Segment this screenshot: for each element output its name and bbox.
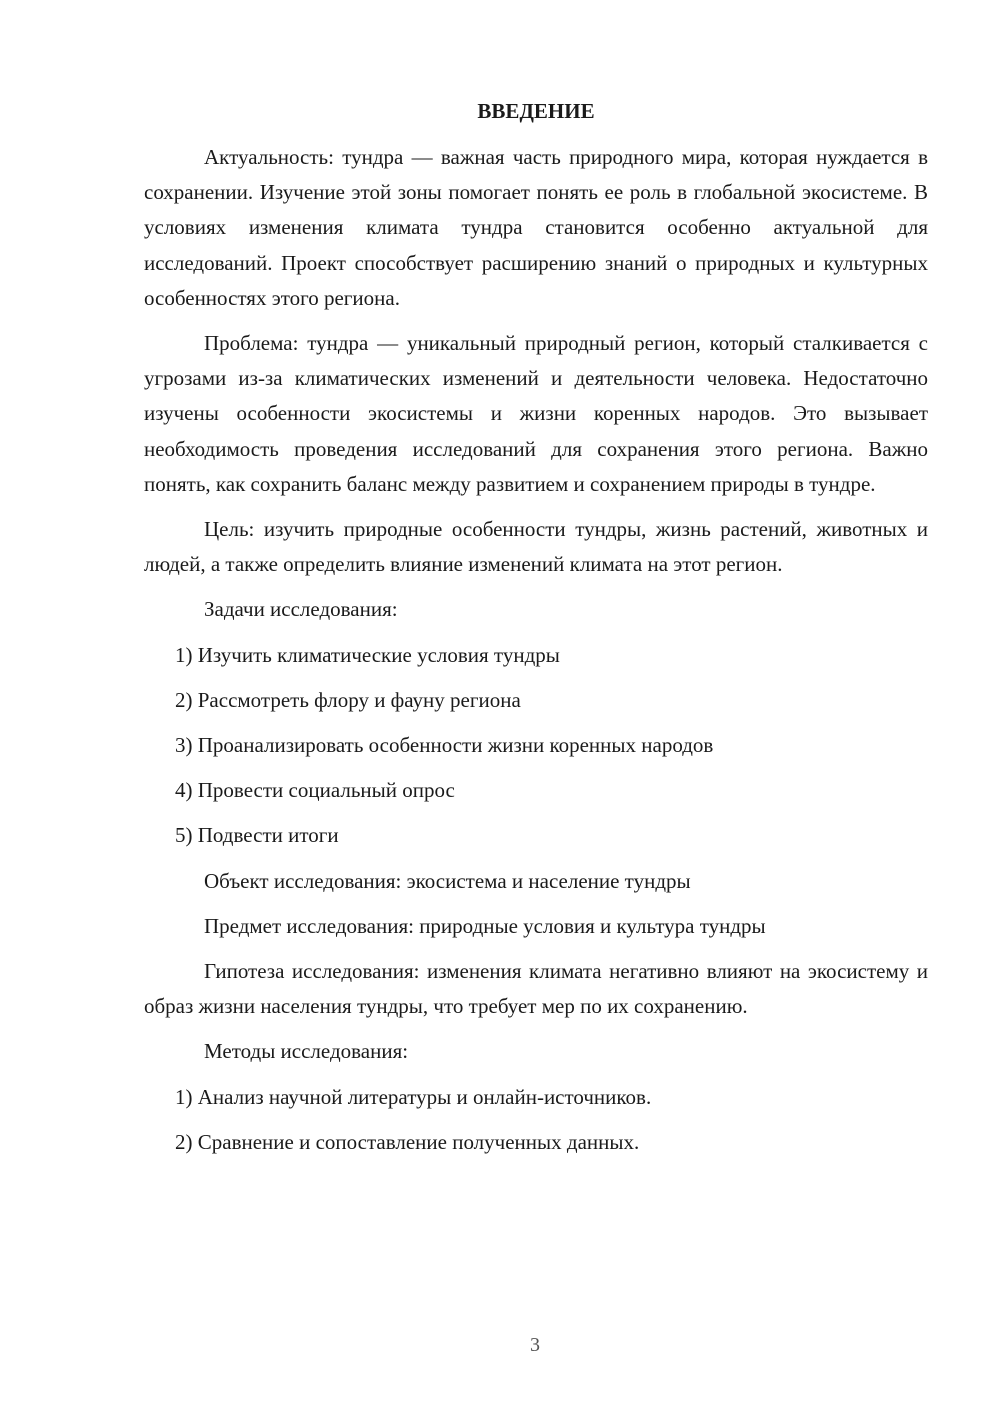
methods-heading: Методы исследования: [204, 1039, 409, 1064]
list-item: 2) Рассмотреть флору и фауну региона [175, 687, 521, 712]
list-item: 5) Подвести итоги [175, 823, 339, 848]
page-content [144, 96, 928, 1170]
list-item: 1) Изучить климатические условия тундры [175, 642, 560, 667]
tasks-list [144, 638, 928, 854]
goal-paragraph: Цель: изучить природные особенности тундры, жизнь растений, животных и людей, а также определить влияние изменений климата на этот регион. [144, 517, 928, 577]
list-item: 1) Анализ научной литературы и онлайн-источников. [175, 1084, 652, 1109]
subject-line: Предмет исследования: природные условия и культура тундры [204, 913, 766, 938]
relevance-paragraph: Актуальность: тундра — важная часть природного мира, которая нуждается в сохранении. Изучение этой зоны помогает понять ее роль в глобальной экосистеме. В условиях изменения климата тундра становится особенно актуальной для исследований. Проект способствует расширению знаний о природных и культурных особенностях этого региона. [144, 145, 928, 310]
page-title: ВВЕДЕНИЕ [477, 99, 595, 123]
page-number: 3 [530, 1334, 540, 1356]
list-item: 4) Провести социальный опрос [175, 778, 455, 803]
list-item: 2) Сравнение и сопоставление полученных данных. [175, 1129, 640, 1154]
methods-list [144, 1080, 928, 1160]
tasks-heading: Задачи исследования: [204, 597, 398, 622]
list-item: 3) Проанализировать особенности жизни коренных народов [175, 733, 714, 758]
hypothesis-paragraph: Гипотеза исследования: изменения климата негативно влияют на экосистему и образ жизни населения тундры, что требует мер по их сохранению. [144, 959, 928, 1019]
object-line: Объект исследования: экосистема и население тундры [204, 868, 691, 893]
problem-paragraph: Проблема: тундра — уникальный природный регион, который сталкивается с угрозами из-за климатических изменений и деятельности человека. Недостаточно изучены особенности экосистемы и жизни коренных народов. Это вызывает необходимость проведения исследований для сохранения этого региона. Важно понять, как сохранить баланс между развитием и сохранением природы в тундре. [144, 331, 928, 496]
